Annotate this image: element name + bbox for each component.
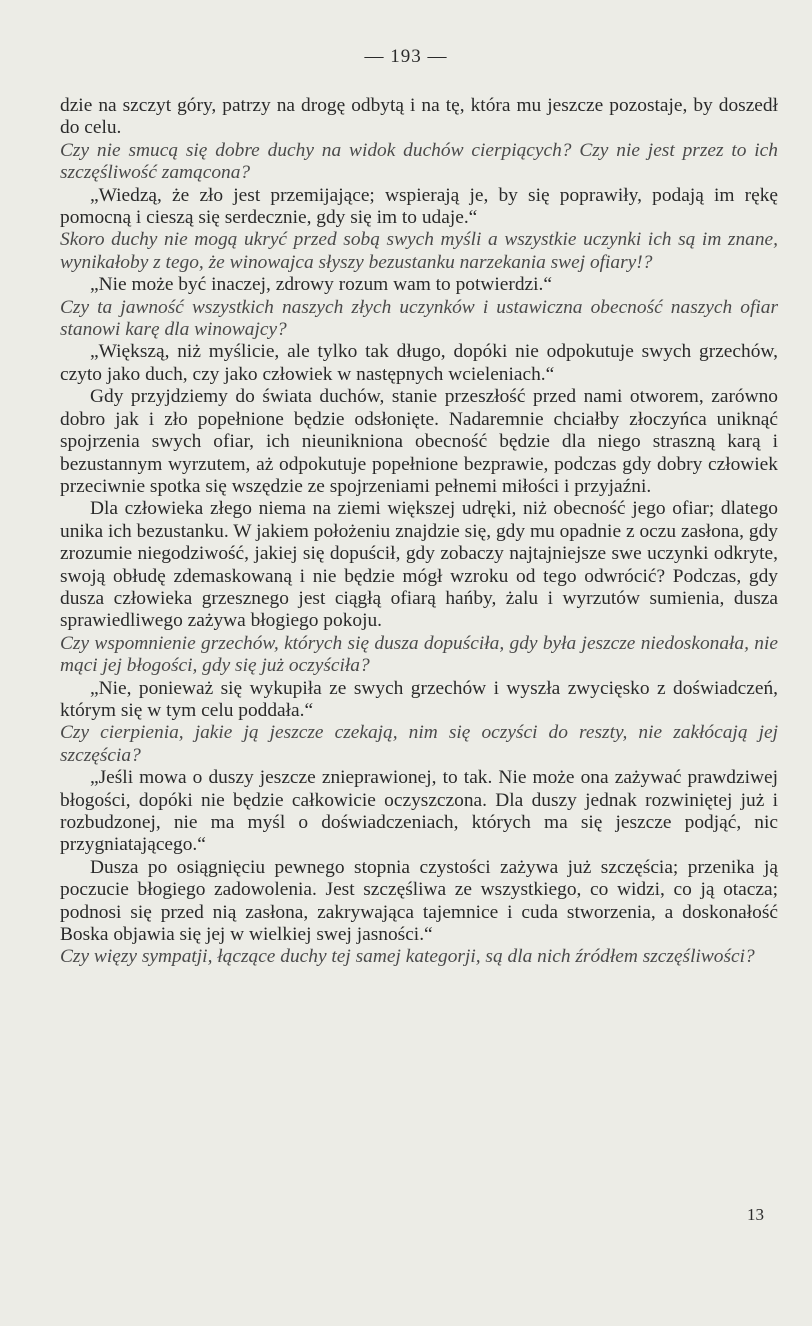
page-number: — 193 — — [364, 46, 448, 67]
text-paragraph: „Nie, ponieważ się wykupiła ze swych grzechów i wyszła zwycięsko z doświadczeń, którym się w tym celu poddała.“ — [60, 677, 778, 721]
question-paragraph: Czy nie smucą się dobre duchy na widok duchów cierpiących? Czy nie jest przez to ich szczęśliwość zamącona? — [60, 139, 778, 184]
question-paragraph: Czy więzy sympatji, łączące duchy tej samej kategorji, są dla nich źródłem szczęśliwości? — [60, 946, 755, 968]
question-paragraph: Skoro duchy nie mogą ukryć przed sobą swych myśli a wszystkie uczynki ich są im znane, wynikałoby z tego, że winowajca słyszy bezustanku narzekania swej ofiary!? — [60, 229, 778, 273]
text-paragraph: Gdy przyjdziemy do świata duchów, stanie przeszłość przed nami otworem, zarówno dobro jak i zło popełnione będzie odsłonięte. Nadaremnie chciałby złoczyńca uniknąć spojrzenia swych ofiar, ich nieunikniona obecność będzie dla niego straszną karą i bezustannym wyrzutem, aż odpokutuje popełnione bezprawie, podczas gdy dobry człowiek przeciwnie spotka się wszędzie ze spojrzeniami pełnemi miłości i przyjaźni. — [60, 386, 778, 497]
text-paragraph: „Nie może być inaczej, zdrowy rozum wam to potwierdzi.“ — [90, 274, 552, 296]
signature-mark: 13 — [747, 1205, 764, 1224]
text-paragraph: dzie na szczyt góry, patrzy na drogę odbytą i na tę, która mu jeszcze pozostaje, by doszedł do celu. — [60, 95, 778, 139]
question-paragraph: Czy cierpienia, jakie ją jeszcze czekają, nim się oczyści do reszty, nie zakłócają jej szczęścia? — [60, 722, 778, 766]
text-paragraph: „Jeśli mowa o duszy jeszcze znieprawionej, to tak. Nie może ona zażywać prawdziwej błogości, dopóki nie będzie całkowicie oczyszczona. Dla duszy jednak rozwiniętej już i rozbudzonej, nie ma myśl o doświadczeniach, których ma się jeszcze podjąć, nic przygniatającego.“ — [60, 767, 778, 856]
text-paragraph: Dusza po osiągnięciu pewnego stopnia czystości zażywa już szczęścia; przenika ją poczucie błogiego zadowolenia. Jest szczęśliwa ze wszystkiego, co widzi, co ją otacza; podnosi się przed nią zasłona, zakrywająca tajemnice i cuda stworzenia, a doskonałość Boska objawia się jej w wielkiej swej jasności.“ — [60, 856, 778, 946]
question-paragraph: Czy wspomnienie grzechów, których się dusza dopuściła, gdy była jeszcze niedoskonała, nie mąci jej błogości, gdy się już oczyściła? — [60, 632, 778, 677]
page-body — [60, 95, 778, 969]
question-paragraph: Czy ta jawność wszystkich naszych złych uczynków i ustawiczna obecność naszych ofiar stanowi karę dla winowajcy? — [60, 296, 778, 341]
text-paragraph: Dla człowieka złego niema na ziemi większej udręki, niż obecność jego ofiar; dlatego unika ich bezustanku. W jakiem położeniu znajdzie się, gdy mu opadnie z oczu zasłona, gdy zrozumie niegodziwość, jakiej się dopuścił, gdy zobaczy najtajniejsze swe uczynki odkryte, swoją obłudę zdemaskowaną i nie będzie mógł wzroku od tego odwrócić? Podczas, gdy dusza człowieka grzesznego jest ciągłą ofiarą hańby, żalu i wyrzutów sumienia, dusza sprawiedliwego zażywa błogiego pokoju. — [60, 498, 778, 632]
text-paragraph: „Większą, niż myślicie, ale tylko tak długo, dopóki nie odpokutuje swych grzechów, czyto jako duch, czy jako człowiek w następnych wcieleniach.“ — [60, 341, 778, 385]
text-paragraph: „Wiedzą, że zło jest przemijające; wspierają je, by się poprawiły, podają im rękę pomocną i cieszą się serdecznie, gdy się im to udaje.“ — [60, 184, 778, 229]
